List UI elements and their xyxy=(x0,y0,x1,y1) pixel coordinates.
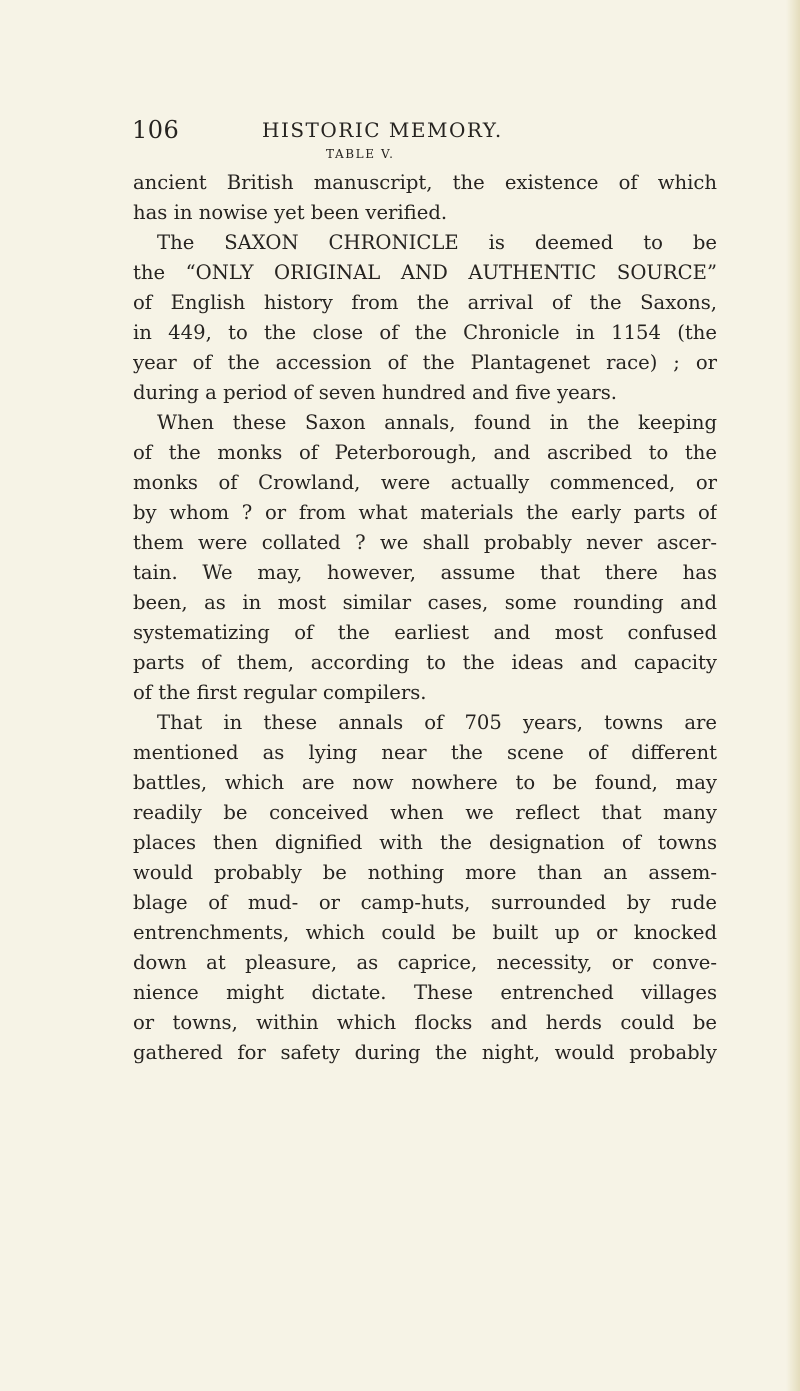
text-line: When these Saxon annals, found in the keeping xyxy=(157,411,717,434)
text-line: in 449, to the close of the Chronicle in 1154 (the xyxy=(133,321,717,344)
text-line: them were collated ? we shall probably never ascer- xyxy=(133,531,717,554)
page-edge-shadow xyxy=(786,0,800,1391)
text-line: entrenchments, which could be built up or knocked xyxy=(133,921,717,944)
text-line: of the monks of Peterborough, and ascribed to the xyxy=(133,441,717,464)
running-head xyxy=(132,116,692,148)
text-line: The SAXON CHRONICLE is deemed to be xyxy=(157,231,717,254)
text-line: ancient British manuscript, the existence of which xyxy=(133,171,717,194)
body-text xyxy=(133,168,717,1068)
text-line: the “ONLY ORIGINAL AND AUTHENTIC SOURCE” xyxy=(133,261,717,284)
text-line: systematizing of the earliest and most confused xyxy=(133,621,717,644)
text-line: blage of mud- or camp-huts, surrounded by rude xyxy=(133,891,717,914)
text-line: parts of them, according to the ideas and capacity xyxy=(133,651,717,674)
text-line: would probably be nothing more than an assem- xyxy=(133,861,717,884)
text-line: of the first regular compilers. xyxy=(133,681,427,704)
text-line: by whom ? or from what materials the early parts of xyxy=(133,501,717,524)
text-line: readily be conceived when we reflect that many xyxy=(133,801,717,824)
text-line: of English history from the arrival of the Saxons, xyxy=(133,291,717,314)
text-line: gathered for safety during the night, would probably xyxy=(133,1041,717,1064)
text-line: tain. We may, however, assume that there has xyxy=(133,561,717,584)
text-line: places then dignified with the designation of towns xyxy=(133,831,717,854)
text-line: has in nowise yet been verified. xyxy=(133,201,448,224)
text-line: battles, which are now nowhere to be found, may xyxy=(133,771,717,794)
page-number: 106 xyxy=(132,116,180,144)
text-line: or towns, within which flocks and herds could be xyxy=(133,1011,717,1034)
text-line: been, as in most similar cases, some rounding and xyxy=(133,591,717,614)
table-reference: TABLE V. xyxy=(326,147,395,161)
text-line: mentioned as lying near the scene of different xyxy=(133,741,717,764)
text-line: That in these annals of 705 years, towns are xyxy=(157,711,717,734)
running-title: HISTORIC MEMORY. xyxy=(262,118,503,142)
text-line: down at pleasure, as caprice, necessity, or conve- xyxy=(133,951,717,974)
text-line: during a period of seven hundred and five years. xyxy=(133,381,618,404)
text-line: nience might dictate. These entrenched villages xyxy=(133,981,717,1004)
text-line: year of the accession of the Plantagenet race) ; or xyxy=(133,351,717,374)
text-line: monks of Crowland, were actually commenced, or xyxy=(133,471,717,494)
